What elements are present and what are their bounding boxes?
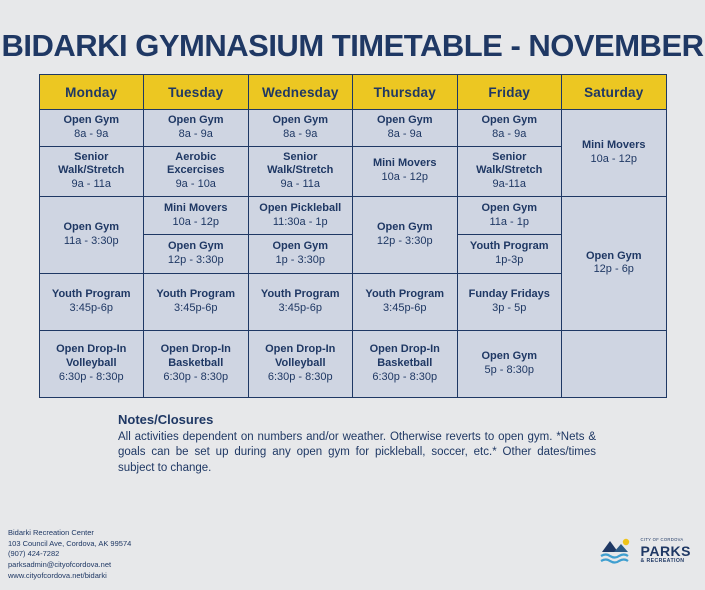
slot-wed-youth-program — [248, 273, 353, 330]
activity-time: 10a - 12p — [381, 171, 428, 184]
slot-mon-open-gym-8a — [39, 110, 144, 147]
logo-sub-line: & RECREATION — [640, 558, 685, 564]
footer-phone: (907) 424-7282 — [8, 549, 60, 559]
activity-time: 1p-3p — [495, 254, 524, 266]
parks-recreation-logo — [600, 536, 691, 566]
activity-name: Open Gym — [167, 240, 224, 253]
slot-tue-aerobic — [144, 146, 249, 196]
activity-time: 5p - 8:30p — [484, 363, 535, 376]
column-header-friday: Friday — [457, 75, 562, 110]
slot-sat-open-gym-12p — [562, 196, 667, 330]
slot-thu-youth-program — [353, 273, 458, 330]
slot-mon-youth-program — [39, 273, 144, 330]
activity-time: 11a - 1p — [489, 215, 530, 228]
activity-time: 9a - 11a — [280, 178, 321, 190]
slot-wed-open-gym-1p — [248, 235, 353, 274]
activity-name: Senior Walk/Stretch — [476, 150, 543, 177]
activity-time: 8a - 9a — [74, 127, 109, 140]
page-title: BIDARKI GYMNASIUM TIMETABLE - NOVEMBER — [1, 28, 704, 63]
table-header-row — [39, 75, 666, 110]
column-header-wednesday: Wednesday — [248, 75, 353, 110]
slot-fri-open-gym-5p — [457, 330, 562, 397]
table-row — [39, 330, 666, 397]
slot-mon-volleyball — [39, 330, 144, 397]
slot-tue-youth-program — [144, 273, 249, 330]
activity-name: Open Gym — [481, 114, 538, 126]
footer-email: parksadmin@cityofcordova.net — [8, 560, 112, 570]
mountain-waves-icon — [600, 536, 636, 566]
notes-title: Notes/Closures — [118, 411, 214, 427]
activity-name: Open Gym — [63, 114, 120, 126]
slot-fri-open-gym-8a — [457, 110, 562, 147]
activity-name: Open Gym — [585, 249, 642, 262]
activity-name: Open Drop-In Volleyball — [56, 343, 127, 369]
table-row — [39, 110, 666, 147]
activity-time: 1p - 3:30p — [275, 254, 326, 266]
activity-name: Youth Program — [260, 288, 340, 300]
notes-section — [118, 412, 618, 477]
slot-sat-mini-movers — [562, 110, 667, 197]
slot-wed-open-gym-8a — [248, 110, 353, 147]
timetable — [39, 74, 667, 398]
activity-time: 12p - 3:30p — [167, 254, 224, 266]
slot-fri-senior-walk — [457, 146, 562, 196]
activity-name: Open Drop-In Volleyball — [265, 343, 336, 369]
activity-time: 6:30p - 8:30p — [163, 370, 229, 383]
activity-name: Mini Movers — [581, 139, 646, 152]
activity-name: Aerobic Excercises — [167, 150, 225, 177]
activity-name: Open Gym — [376, 221, 433, 233]
activity-time: 8a - 9a — [283, 127, 318, 140]
slot-fri-funday-fridays — [457, 273, 562, 330]
activity-name: Open Gym — [272, 240, 329, 253]
column-header-tuesday: Tuesday — [144, 75, 249, 110]
slot-tue-basketball — [144, 330, 249, 397]
activity-name: Open Gym — [376, 114, 433, 126]
activity-name: Funday Fridays — [468, 288, 550, 300]
activity-time: 9a - 11a — [71, 178, 112, 190]
activity-time: 9a-11a — [492, 178, 526, 190]
activity-name: Youth Program — [51, 288, 131, 300]
column-header-thursday: Thursday — [353, 75, 458, 110]
activity-time: 3:45p-6p — [69, 301, 113, 314]
activity-time: 3:45p-6p — [174, 301, 218, 314]
logo-main-line: PARKS — [640, 543, 691, 559]
activity-time: 3:45p-6p — [383, 301, 427, 314]
activity-time: 6:30p - 8:30p — [267, 370, 333, 383]
activity-time: 6:30p - 8:30p — [372, 370, 438, 383]
slot-tue-open-gym-12p — [144, 235, 249, 274]
activity-time: 8a - 9a — [178, 127, 213, 140]
table-row — [39, 196, 666, 235]
slot-thu-mini-movers — [353, 146, 458, 196]
activity-name: Open Gym — [63, 221, 120, 233]
activity-name: Open Gym — [167, 114, 224, 126]
activity-time: 3p - 5p — [492, 301, 527, 314]
activity-name: Senior Walk/Stretch — [58, 150, 125, 177]
logo-top-line: CITY OF CORDOVA — [640, 536, 684, 542]
slot-thu-open-gym-12p — [353, 196, 458, 273]
activity-name: Youth Program — [156, 288, 236, 300]
activity-name: Open Gym — [481, 201, 538, 214]
slot-sat-empty — [562, 330, 667, 397]
column-header-saturday: Saturday — [562, 75, 667, 110]
slot-thu-open-gym-8a — [353, 110, 458, 147]
activity-name: Open Drop-In Basketball — [160, 343, 231, 369]
activity-name: Open Drop-In Basketball — [369, 343, 440, 369]
activity-time: 11:30a - 1p — [272, 215, 328, 228]
slot-mon-open-gym-11a — [39, 196, 144, 273]
footer-facility-name: Bidarki Recreation Center — [8, 527, 94, 537]
column-header-monday: Monday — [39, 75, 144, 110]
activity-name: Mini Movers — [163, 201, 228, 214]
slot-thu-basketball — [353, 330, 458, 397]
activity-name: Youth Program — [365, 288, 445, 300]
footer-website: www.cityofcordova.net/bidarki — [8, 571, 107, 581]
activity-time: 11a - 3:30p — [63, 234, 119, 247]
footer-contact — [8, 528, 131, 582]
footer-address: 103 Council Ave, Cordova, AK 99574 — [8, 538, 132, 548]
logo-text — [641, 538, 691, 564]
slot-wed-senior-walk — [248, 146, 353, 196]
activity-time: 12p - 6p — [593, 263, 634, 276]
slot-tue-mini-movers — [144, 196, 249, 235]
activity-time: 8a - 9a — [387, 127, 422, 140]
activity-time: 8a - 9a — [492, 127, 527, 140]
activity-name: Youth Program — [469, 240, 549, 253]
activity-name: Open Gym — [272, 114, 329, 126]
activity-name: Open Pickleball — [259, 201, 342, 214]
slot-tue-open-gym-8a — [144, 110, 249, 147]
activity-time: 12p - 3:30p — [376, 234, 433, 247]
slot-fri-youth-program-1p — [457, 235, 562, 274]
notes-body: All activities dependent on numbers and/or weather. Otherwise reverts to open gym. *Nets & goals can be set up during any open gym for pickleball, soccer, etc.* Other dates/times subject to change. — [118, 430, 596, 474]
activity-time: 9a - 10a — [175, 178, 216, 190]
slot-wed-open-pickleball — [248, 196, 353, 235]
activity-name: Mini Movers — [372, 157, 437, 170]
activity-name: Open Gym — [481, 350, 538, 362]
slot-mon-senior-walk — [39, 146, 144, 196]
activity-time: 3:45p-6p — [278, 301, 322, 314]
slot-fri-open-gym-11a — [457, 196, 562, 235]
activity-time: 10a - 12p — [590, 152, 637, 165]
activity-time: 6:30p - 8:30p — [58, 370, 124, 383]
slot-wed-volleyball — [248, 330, 353, 397]
activity-name: Senior Walk/Stretch — [267, 150, 334, 177]
activity-time: 10a - 12p — [172, 215, 219, 228]
